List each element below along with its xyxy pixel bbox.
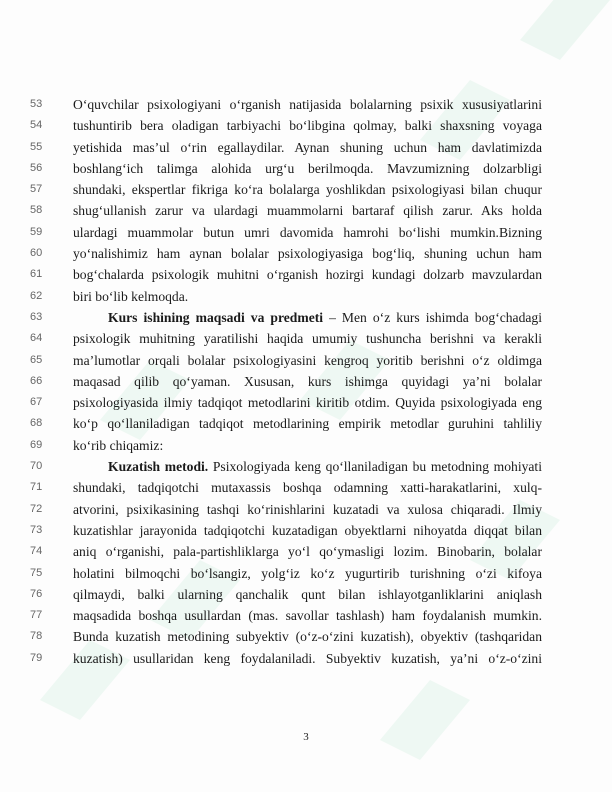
text-line xyxy=(0,200,612,221)
page-number: 3 xyxy=(303,731,309,743)
text-line xyxy=(0,243,612,264)
line-text: holatini bilmoqchi bo‘lsangiz, yolg‘iz ko‘z yugurtirib turishning o‘zi kifoya xyxy=(73,565,542,581)
text-line xyxy=(0,626,612,647)
line-number: 61 xyxy=(30,268,43,281)
text-line xyxy=(0,286,612,307)
line-number: 72 xyxy=(30,502,43,515)
line-text: psixologiyasida ilmiy tadqiqot metodlarini kiritib otdim. Quyida psixologiyada eng xyxy=(73,395,542,411)
line-text: maqasad qilib qo‘yaman. Xususan, kurs ishimga quyidagi ya’ni bolalar xyxy=(73,373,542,389)
line-text: shundaki, ekspertlar fikriga ko‘ra bolalarga yoshlikdan psixologiyasi bilan chuqur xyxy=(73,182,542,198)
line-number: 77 xyxy=(30,609,43,622)
line-text: atvorini, psixikasining tashqi ko‘rinishlarini kuzatadi va xulosa chiqaradi. Ilmiy xyxy=(73,501,542,517)
line-text: maqsadida boshqa usullardan (mas. savollar tashlash) ham foydalanish mumkin. xyxy=(73,608,542,624)
text-line xyxy=(0,605,612,626)
line-text: ko‘rib chiqamiz: xyxy=(73,437,164,453)
line-text: Kurs ishining maqsadi va predmeti – Men o‘z kurs ishimda bog‘chadagi xyxy=(108,309,542,325)
line-text: shundaki, tadqiqotchi mutaxassis boshqa odamning xatti-harakatlarini, xulq- xyxy=(73,480,542,496)
line-text: tushuntirib bera oladigan tarbiyachi bo‘libgina qolmay, balki shaxsning voyaga xyxy=(73,118,542,134)
text-line xyxy=(0,328,612,349)
text-line xyxy=(0,392,612,413)
line-text: bog‘chalarda psixologik muhitni o‘rganish hozirgi kundagi dolzarb mavzulardan xyxy=(73,267,542,283)
text-line xyxy=(0,435,612,456)
text-line xyxy=(0,563,612,584)
line-number: 57 xyxy=(30,183,43,196)
line-number: 70 xyxy=(30,460,43,473)
text-line xyxy=(0,648,612,669)
line-text: kuzatish) usullaridan keng foydalaniladi. Subyektiv kuzatish, ya’ni o‘z-o‘zini xyxy=(73,650,542,666)
line-text: ma’lumotlar orqali bolalar psixologiyasini kengroq yoritib berishni o‘z oldimga xyxy=(73,352,542,368)
text-line xyxy=(0,477,612,498)
line-text: boshlang‘ich talimga alohida urg‘u berilmoqda. Mavzumizning dolzarbligi xyxy=(73,160,542,176)
line-text: kuzatishlar jarayonida tadqiqotchi kuzatadigan obyektlarni nihoyatda diqqat bilan xyxy=(73,522,542,538)
line-text: Bunda kuzatish metodining subyektiv (o‘z-o‘zini kuzatish), obyektiv (tashqaridan xyxy=(73,629,542,645)
line-text: qilmaydi, balki ularning qanchalik qunt bilan ishlayotganliklarini aniqlash xyxy=(73,586,542,602)
line-text: yo‘nalishimiz ham aynan bolalar psixologiyasiga bog‘liq, shuning uchun ham xyxy=(73,246,542,262)
text-body xyxy=(0,94,612,669)
line-text: biri bo‘lib kelmoqda. xyxy=(73,288,189,304)
line-number: 67 xyxy=(30,396,43,409)
text-line xyxy=(0,350,612,371)
line-number: 74 xyxy=(30,545,43,558)
line-number: 59 xyxy=(30,225,43,238)
line-number: 63 xyxy=(30,310,43,323)
line-number: 53 xyxy=(30,98,43,110)
line-text: yetishida mas’ul o‘rin egallaydilar. Aynan shuning uchun ham davlatimizda xyxy=(73,139,542,155)
line-number: 73 xyxy=(30,523,43,536)
line-number: 69 xyxy=(30,438,43,451)
text-line xyxy=(0,94,612,115)
line-number: 68 xyxy=(30,417,43,430)
line-number: 62 xyxy=(30,289,43,302)
line-text: O‘quvchilar psixologiyani o‘rganish natijasida bolalarning psixik xususiyatlarini xyxy=(73,97,542,112)
text-line xyxy=(0,499,612,520)
text-line xyxy=(0,158,612,179)
section-heading: Kuzatish metodi. xyxy=(108,459,209,475)
text-line xyxy=(0,307,612,328)
line-number: 76 xyxy=(30,587,43,600)
line-text: ulardagi muammolar butun umri davomida hamrohi bo‘lishi mumkin.Bizning xyxy=(73,224,542,240)
line-number: 60 xyxy=(30,247,43,260)
text-line xyxy=(0,584,612,605)
text-line xyxy=(0,541,612,562)
line-number: 71 xyxy=(30,481,43,494)
line-text: aniq o‘rganishi, pala-partishliklarga yo‘l qo‘ymasligi lozim. Binobarin, bolalar xyxy=(73,544,542,560)
line-number: 54 xyxy=(30,119,43,132)
line-number: 56 xyxy=(30,161,43,174)
line-number: 64 xyxy=(30,332,43,345)
text-line xyxy=(0,456,612,477)
section-heading: Kurs ishining maqsadi va predmeti xyxy=(108,309,324,325)
text-line xyxy=(0,222,612,243)
text-line xyxy=(0,520,612,541)
line-text: Kuzatish metodi. Psixologiyada keng qo‘llaniladigan bu metodning mohiyati xyxy=(108,459,542,475)
line-number: 78 xyxy=(30,630,43,643)
line-text: shug‘ullanish zarur va ulardagi muammolarni bartaraf qilish zarur. Aks holda xyxy=(73,203,542,219)
text-line xyxy=(0,137,612,158)
line-number: 65 xyxy=(30,353,43,366)
text-line xyxy=(0,413,612,434)
line-text: ko‘p qo‘llaniladigan tadqiqot metodlarining empirik metodlar guruhini tahliliy xyxy=(73,416,542,432)
line-number: 58 xyxy=(30,204,43,217)
line-number: 79 xyxy=(30,651,43,664)
text-line xyxy=(0,179,612,200)
line-number: 55 xyxy=(30,140,43,153)
text-line xyxy=(0,371,612,392)
text-line xyxy=(0,264,612,285)
text-line xyxy=(0,115,612,136)
line-text: psixologik muhitning yaratilishi haqida umumiy tushuncha berishni va kerakli xyxy=(73,331,542,347)
line-number: 75 xyxy=(30,566,43,579)
line-number: 66 xyxy=(30,374,43,387)
